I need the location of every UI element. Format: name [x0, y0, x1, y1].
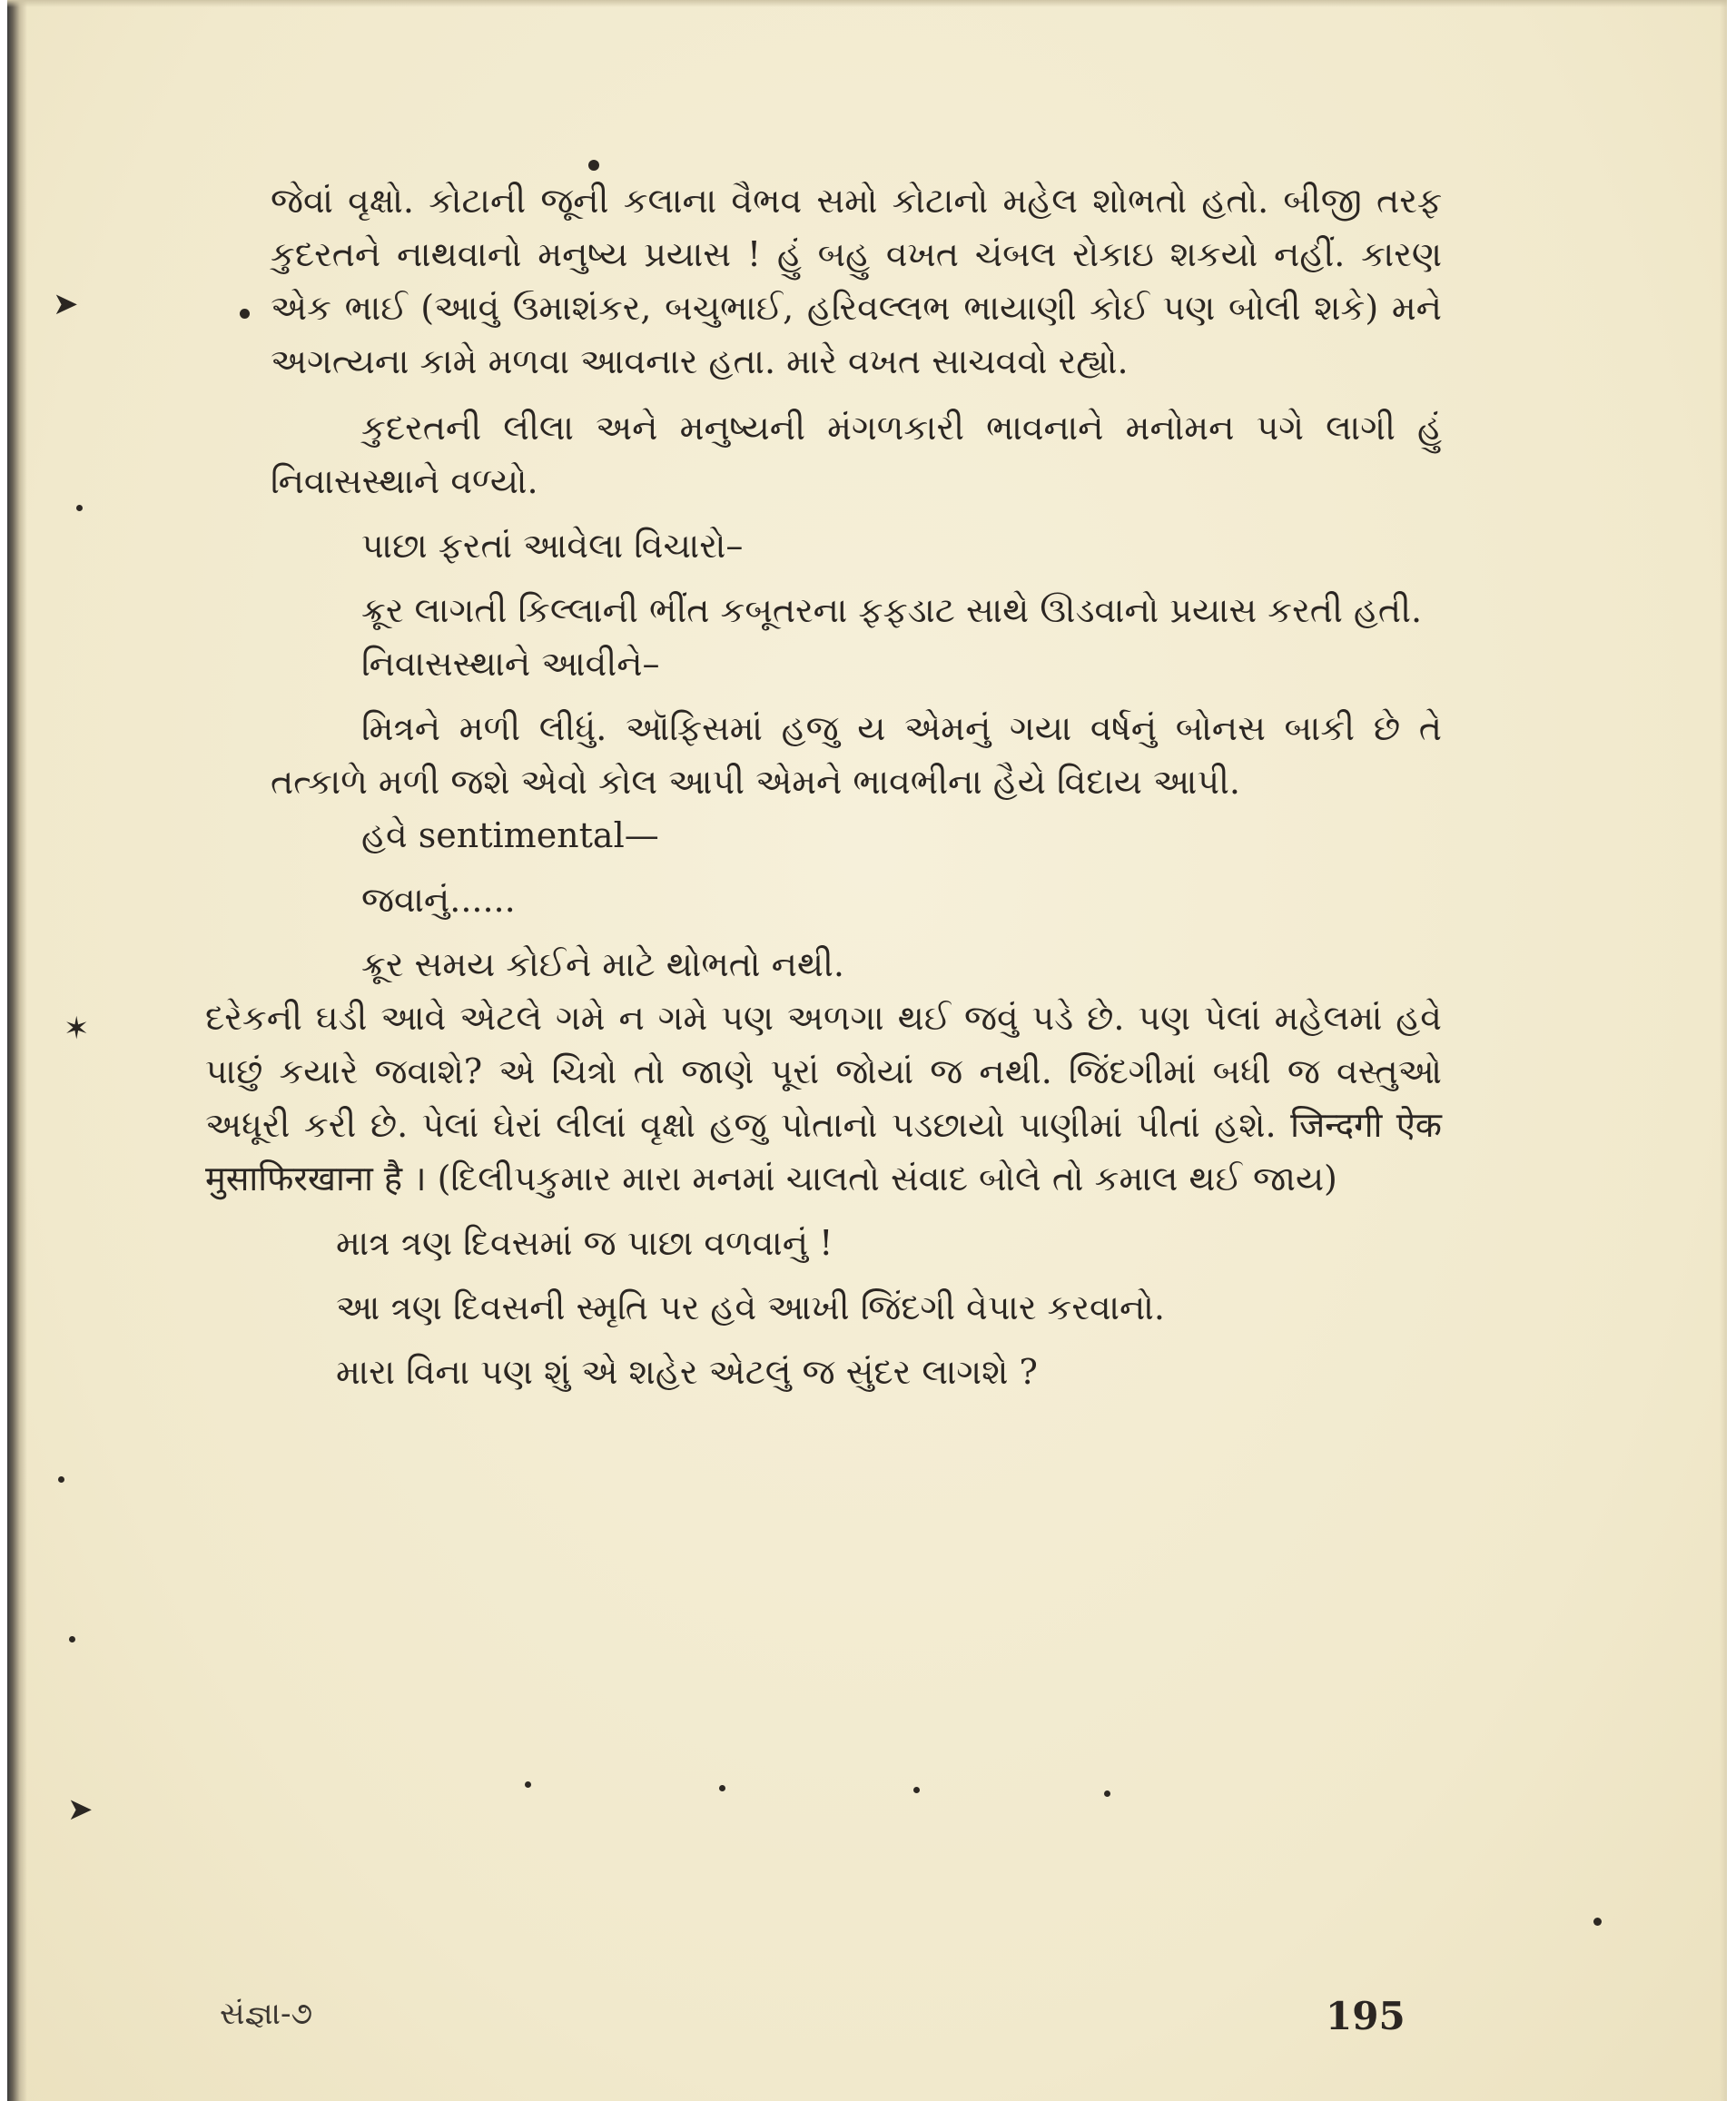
- page-right-edge: [1720, 0, 1727, 2101]
- paragraph-1: જેવાં વૃક્ષો. કોટાની જૂની કલાના વૈભવ સમો કોટાનો મહેલ શોભતો હતો. બીજી તરફ કુદરતને નાથવાનો મનુષ્ય પ્રયાસ ! હું બહુ વખત ચંબલ રોકાઇ શકયો નહીં. કારણ એક ભાઈ (આવું ઉમાશંકર, બચુભાઈ, હરિવલ્લભ ભાયાણી કોઈ પણ બોલી શકે) મને અગત્યના કામે મળવા આવનાર હતા. મારે વખત સાચવવો રહ્યો.: [271, 181, 1442, 381]
- paragraph-12: આ ત્રણ દિવસની સ્મૃતિ પર હવે આખી જિંદગી વેપાર કરવાનો.: [336, 1287, 1165, 1327]
- binding-hole-mark: ➤: [67, 1791, 94, 1828]
- ink-speck: [76, 505, 83, 511]
- paragraph-2: કુદરતની લીલા અને મનુષ્યની મંગળકારી ભાવનાને મનોમન પગે લાગી હું નિવાસસ્થાને વળ્યો.: [271, 408, 1442, 501]
- separator-dot: [1104, 1790, 1110, 1797]
- signature-mark: સંજ્ઞા-૭: [220, 1996, 313, 2032]
- paragraph-3: પાછા ફરતાં આવેલા વિચારો–: [361, 526, 744, 566]
- separator-dot: [913, 1787, 920, 1793]
- ink-speck: [1593, 1918, 1602, 1926]
- separator-dot: [525, 1781, 531, 1788]
- page-number: 195: [1326, 1994, 1406, 2038]
- separator-dot: [719, 1785, 725, 1791]
- binding-hole-mark: ➤: [53, 286, 79, 322]
- paragraph-4: ક્રૂર લાગતી કિલ્લાની ભીંત કબૂતરના ફફડાટ સાથે ઊડવાનો પ્રયાસ કરતી હતી.: [361, 590, 1423, 630]
- paragraph-7: હવે sentimental—: [361, 815, 659, 855]
- ink-speck: [69, 1636, 75, 1642]
- paragraph-9: ક્રૂર સમય કોઈને માટે થોભતો નથી.: [361, 944, 844, 984]
- page-top-edge: [7, 0, 1727, 7]
- binding-edge: [7, 0, 27, 2101]
- paragraph-8: જવાનું......: [361, 880, 516, 920]
- ink-speck: [240, 309, 250, 319]
- ink-speck: [58, 1476, 64, 1483]
- binding-hole-mark: ✶: [64, 1011, 90, 1047]
- paragraph-11: માત્ર ત્રણ દિવસમાં જ પાછા વળવાનું !: [336, 1223, 833, 1263]
- paragraph-13: મારા વિના પણ શું એ શહેર એટલું જ સુંદર લાગશે ?: [336, 1352, 1038, 1392]
- paragraph-6: મિત્રને મળી લીધું. ઑફિસમાં હજુ ય એમનું ગયા વર્ષનું બોનસ બાકી છે તે તત્કાળે મળી જશે એવો કોલ આપી એમને ભાવભીના હૈયે વિદાય આપી.: [271, 708, 1442, 802]
- page-body: [205, 174, 1442, 1399]
- ink-speck: [588, 160, 599, 171]
- book-page: [7, 0, 1727, 2101]
- paragraph-5: નિવાસસ્થાને આવીને–: [361, 644, 660, 684]
- paragraph-10: દરેકની ઘડી આવે એટલે ગમે ન ગમે પણ અળગા થઈ જવું પડે છે. પણ પેલાં મહેલમાં હવે પાછું કયારે જવાશે? એ ચિત્રો તો જાણે પૂરાં જોયાં જ નથી. જિંદગીમાં બધી જ વસ્તુઓ અધૂરી કરી છે. પેલાં ઘેરાં લીલાં વૃક્ષો હજુ પોતાનો પડછાયો પાણીમાં પીતાં હશે. जिन्दगी ऐक मुसाफिरखाना है । (દિલીપકુમાર મારા મનમાં ચાલતો સંવાદ બોલે તો કમાલ થઈ જાય): [205, 998, 1442, 1198]
